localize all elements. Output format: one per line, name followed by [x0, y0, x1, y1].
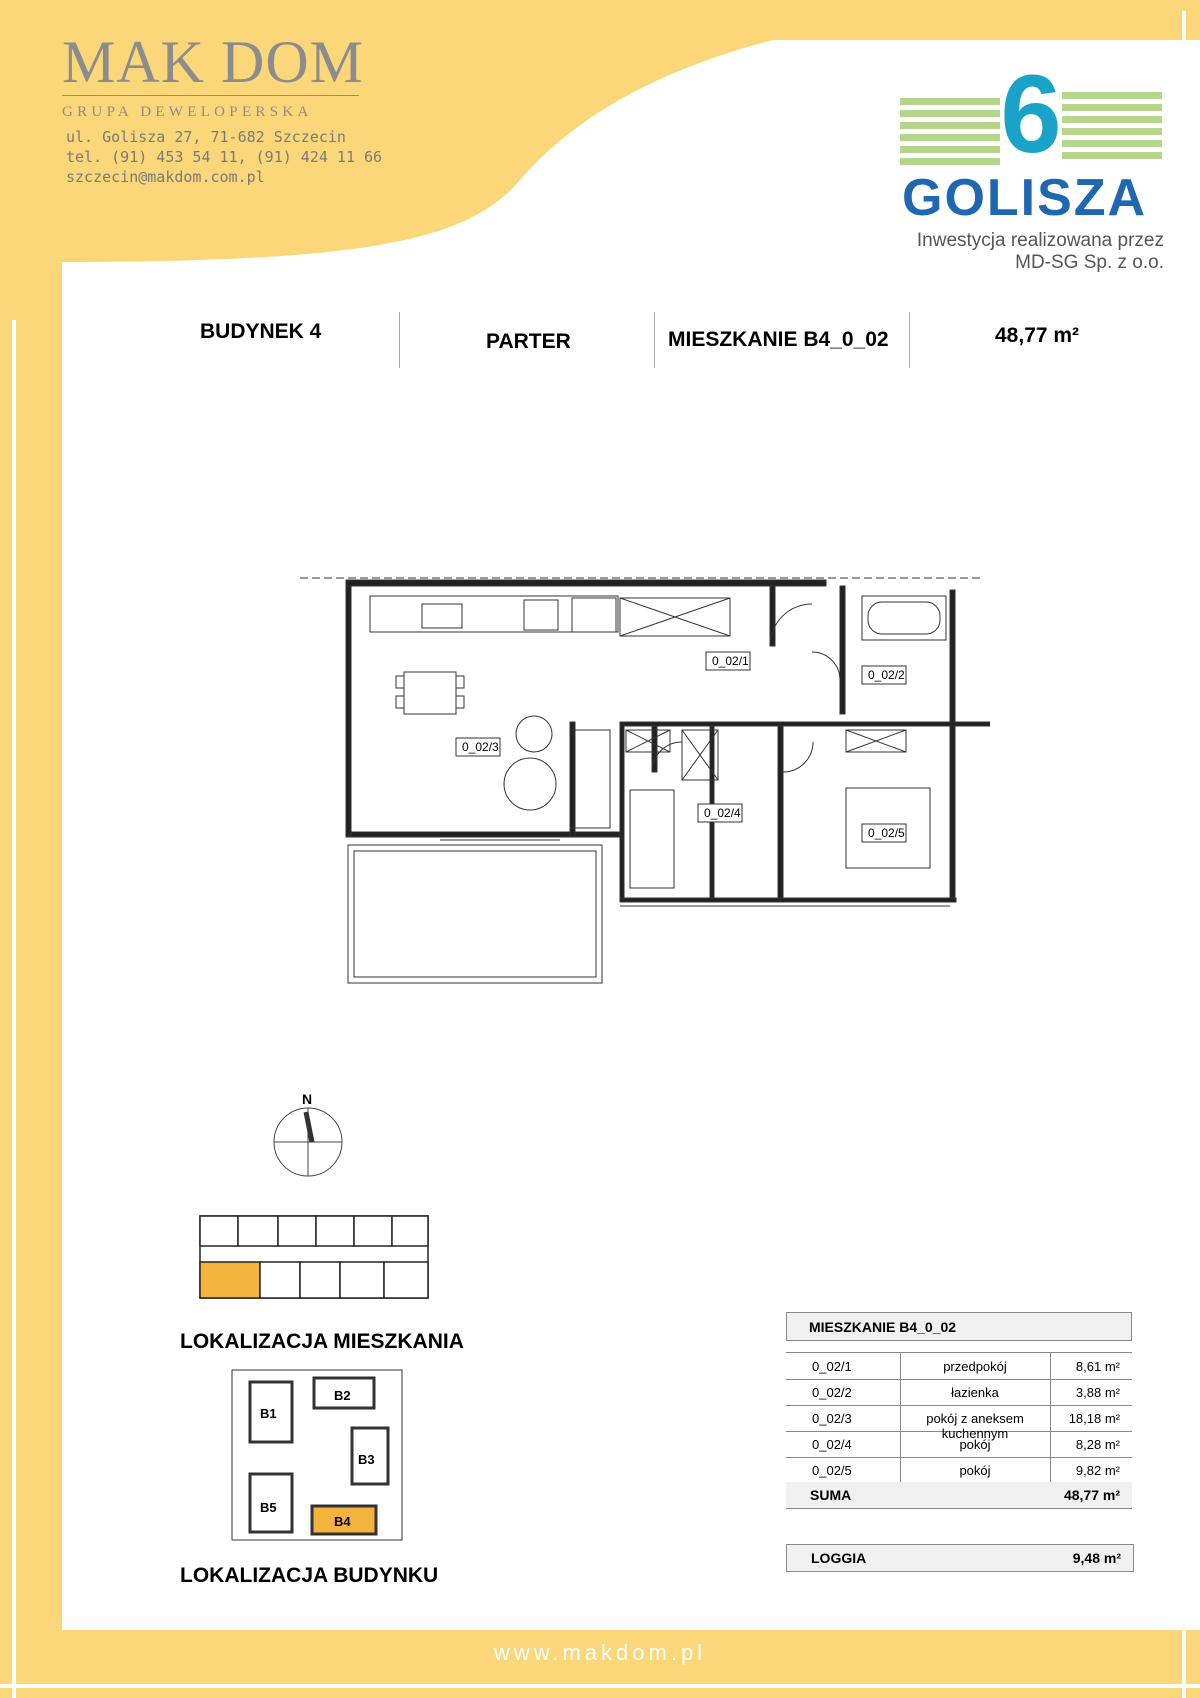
apartment-label: MIESZKANIE B4_0_02 [668, 328, 889, 351]
brand-group: GRUPA DEWELOPERSKA [62, 104, 313, 120]
brand-email: szczecin@makdom.com.pl [66, 168, 265, 186]
table-row: 0_02/3 pokój z aneksem kuchennym 18,18 m² [786, 1405, 1132, 1432]
table-row: 0_02/5 pokój 9,82 m² [786, 1457, 1132, 1484]
floor-plan [300, 560, 990, 1010]
building-location-title: LOKALIZACJA BUDYNKU [180, 1564, 439, 1587]
logo-rule [62, 95, 359, 96]
building-tag: B5 [260, 1500, 277, 1515]
brand-address: ul. Golisza 27, 71-682 Szczecin [66, 128, 346, 146]
sum-label: SUMA [810, 1487, 852, 1503]
building-tag: B3 [358, 1452, 375, 1467]
room-label: 0_02/3 [462, 740, 499, 754]
room-label: 0_02/4 [704, 806, 741, 820]
project-name: GOLISZA [902, 169, 1148, 227]
apartment-location-plan [198, 1210, 432, 1310]
table-header [786, 1312, 1132, 1341]
table-row: 0_02/1 przedpokój 8,61 m² [786, 1353, 1132, 1380]
project-number: 6 [1000, 53, 1062, 176]
header-divider [399, 312, 400, 368]
table-row: 0_02/2 łazienka 3,88 m² [786, 1379, 1132, 1406]
north-label: N [302, 1091, 313, 1107]
table-sum-row [786, 1482, 1132, 1509]
brand-phone: tel. (91) 453 54 11, (91) 424 11 66 [66, 148, 383, 166]
investor-line-1: Inwestycja realizowana przez [916, 230, 1164, 251]
apartment-area: 48,77 m² [995, 324, 1080, 347]
makdom-logo: MAK DOM [62, 29, 365, 95]
table-title: MIESZKANIE B4_0_02 [809, 1319, 957, 1335]
loggia-label: LOGGIA [811, 1550, 867, 1566]
room-label: 0_02/2 [868, 668, 905, 682]
compass [268, 1090, 348, 1180]
building-tag: B1 [260, 1406, 277, 1421]
investor-line-2: MD-SG Sp. z o.o. [1015, 252, 1164, 273]
loggia-value: 9,48 m² [1072, 1550, 1121, 1566]
room-label: 0_02/5 [868, 826, 905, 840]
building-label: BUDYNEK 4 [200, 320, 322, 343]
building-tag: B2 [334, 1388, 351, 1403]
loggia-row [786, 1544, 1134, 1572]
table-row: 0_02/4 pokój 8,28 m² [786, 1431, 1132, 1458]
header-divider [909, 312, 910, 368]
apartment-location-title: LOKALIZACJA MIESZKANIA [180, 1330, 464, 1353]
frame-line-bottom [0, 1684, 1200, 1688]
sum-value: 48,77 m² [1063, 1487, 1120, 1503]
brand-block [62, 29, 383, 187]
footer-url[interactable]: www.makdom.pl [493, 1640, 707, 1665]
room-label: 0_02/1 [712, 654, 749, 668]
investor-info [917, 230, 1164, 274]
floor-label: PARTER [486, 330, 571, 353]
building-tag: B4 [334, 1514, 351, 1529]
header-divider [654, 312, 655, 368]
site-plan [220, 1366, 404, 1544]
